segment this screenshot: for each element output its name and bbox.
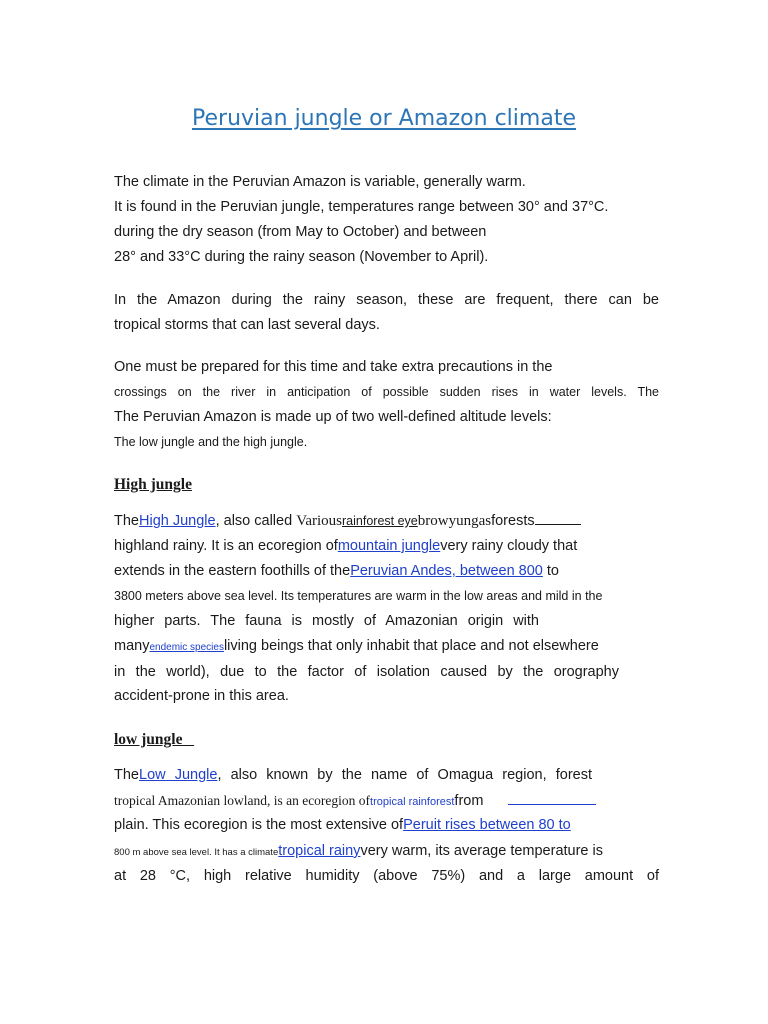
link-peru[interactable]: Peruit rises between 80 to bbox=[403, 817, 571, 833]
paragraph-line: 28° and 33°C during the rainy season (November to April). bbox=[114, 249, 489, 265]
paragraph-line: The Peruvian Amazon is made up of two well-defined altitude levels: bbox=[114, 409, 552, 425]
link-low-jungle[interactable]: Low Jungle bbox=[139, 767, 218, 783]
paragraph-line: at 28 °C, high relative humidity (above 75%) and a large amount of bbox=[114, 868, 659, 884]
paragraph-line: accident-prone in this area. bbox=[114, 688, 289, 704]
link-high-jungle[interactable]: High Jungle bbox=[139, 513, 216, 529]
paragraph-line: In the Amazon during the rainy season, these are frequent, there can be bbox=[114, 292, 659, 308]
paragraph-line: tropical storms that can last several days. bbox=[114, 317, 380, 333]
paragraph-line: One must be prepared for this time and take extra precautions in the bbox=[114, 359, 553, 375]
link-mountain-jungle[interactable]: mountain jungle bbox=[337, 538, 441, 554]
paragraph-line: tropical Amazonian lowland, is an ecoregion oftropical rainforestfrom bbox=[114, 790, 659, 812]
link-tropical-rainforest[interactable]: tropical rainforest bbox=[370, 796, 455, 808]
paragraph-line: in the world), due to the factor of isolation caused by the orography bbox=[114, 664, 619, 680]
paragraph-line: crossings on the river in anticipation of possible sudden rises in water levels. The bbox=[114, 385, 659, 399]
link-tropical-rainy[interactable]: tropical rainy bbox=[278, 843, 361, 859]
paragraph-line: TheLow Jungle, also known by the name of Omagua region, forest bbox=[114, 767, 592, 783]
section-heading-high-jungle: High jungle bbox=[114, 476, 192, 493]
paragraph-line: The climate in the Peruvian Amazon is variable, generally warm. bbox=[114, 174, 526, 190]
blank-line bbox=[535, 510, 581, 525]
link-peruvian-andes[interactable]: Peruvian Andes, between 800 bbox=[350, 563, 543, 579]
paragraph-line: It is found in the Peruvian jungle, temperatures range between 30° and 37°C. bbox=[114, 199, 609, 215]
paragraph-line: during the dry season (from May to October) and between bbox=[114, 224, 487, 240]
blank-line bbox=[508, 790, 596, 805]
paragraph-line: TheHigh Jungle, also called Variousrainforest eyebrowyungasforests bbox=[114, 510, 659, 531]
paragraph-line: The low jungle and the high jungle. bbox=[114, 435, 308, 449]
page-title: Peruvian jungle or Amazon climate bbox=[192, 106, 576, 131]
paragraph-line: highland rainy. It is an ecoregion ofmountain junglevery rainy cloudy that bbox=[114, 538, 578, 554]
section-heading-low-jungle: low jungle bbox=[114, 731, 183, 748]
paragraph-line: 800 m above sea level. It has a climatetropical rainyvery warm, its average temperature is bbox=[114, 843, 603, 859]
paragraph-line: extends in the eastern foothills of thePeruvian Andes, between 800 to bbox=[114, 563, 559, 579]
paragraph-line: 3800 meters above sea level. Its temperatures are warm in the low areas and mild in the bbox=[114, 589, 603, 603]
paragraph-line: manyendemic speciesliving beings that only inhabit that place and not elsewhere bbox=[114, 638, 599, 654]
link-endemic-species[interactable]: endemic species bbox=[149, 642, 224, 653]
paragraph-line: higher parts. The fauna is mostly of Amazonian origin with bbox=[114, 613, 539, 629]
paragraph-line: plain. This ecoregion is the most extensive ofPeruit rises between 80 to bbox=[114, 817, 571, 833]
